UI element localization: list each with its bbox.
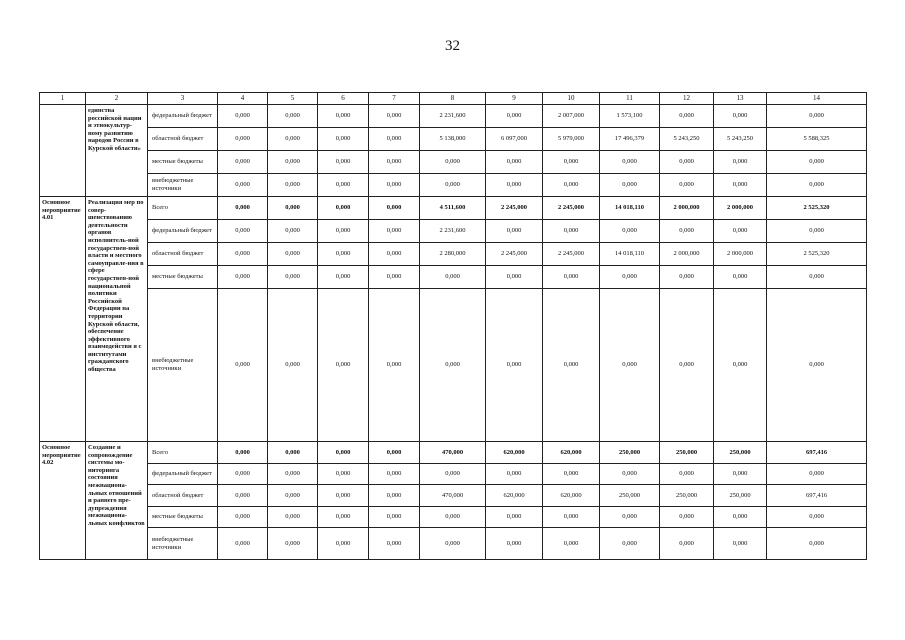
- value-cell: 2 245,000: [486, 243, 543, 266]
- value-cell: 2 000,000: [714, 197, 767, 220]
- value-cell: 0,000: [318, 507, 369, 528]
- measure-title-cell: единства российской нации и этнокультур-ному развитию народов России в Курской области»: [86, 105, 148, 197]
- value-cell: 0,000: [318, 105, 369, 128]
- value-cell: 0,000: [218, 485, 268, 507]
- value-cell: 0,000: [218, 289, 268, 442]
- value-cell: 5 979,000: [543, 128, 600, 151]
- value-cell: 0,000: [600, 464, 660, 485]
- value-cell: 0,000: [420, 266, 486, 289]
- value-cell: 0,000: [268, 266, 318, 289]
- value-cell: 697,416: [767, 442, 867, 464]
- value-cell: 2 525,320: [767, 243, 867, 266]
- header-cell: 8: [420, 93, 486, 105]
- value-cell: 14 018,110: [600, 197, 660, 220]
- value-cell: 0,000: [218, 464, 268, 485]
- header-cell: 3: [148, 93, 218, 105]
- value-cell: 0,000: [486, 105, 543, 128]
- value-cell: 0,000: [486, 507, 543, 528]
- value-cell: 0,000: [268, 220, 318, 243]
- value-cell: 5 243,250: [714, 128, 767, 151]
- value-cell: 0,000: [420, 151, 486, 174]
- value-cell: 2 000,000: [714, 243, 767, 266]
- header-cell: 11: [600, 93, 660, 105]
- page-number: 32: [445, 38, 460, 54]
- funding-source-cell: местные бюджеты: [148, 151, 218, 174]
- value-cell: 250,000: [600, 485, 660, 507]
- table-row: [40, 485, 867, 507]
- value-cell: 0,000: [543, 151, 600, 174]
- header-cell: 10: [543, 93, 600, 105]
- value-cell: 0,000: [218, 128, 268, 151]
- value-cell: 0,000: [318, 266, 369, 289]
- value-cell: 0,000: [268, 289, 318, 442]
- value-cell: 0,000: [420, 289, 486, 442]
- value-cell: 0,000: [767, 151, 867, 174]
- value-cell: 0,000: [369, 266, 420, 289]
- value-cell: 0,000: [714, 105, 767, 128]
- value-cell: 2 231,600: [420, 105, 486, 128]
- value-cell: 0,000: [486, 528, 543, 560]
- measure-code-cell: Основное мероприятие 4.02: [40, 442, 86, 560]
- value-cell: 2 007,000: [543, 105, 600, 128]
- value-cell: 0,000: [369, 464, 420, 485]
- value-cell: 0,000: [218, 507, 268, 528]
- funding-source-cell: Всего: [148, 442, 218, 464]
- value-cell: 0,000: [767, 266, 867, 289]
- table-row: [40, 289, 867, 442]
- value-cell: 0,000: [268, 128, 318, 151]
- value-cell: 620,000: [486, 485, 543, 507]
- value-cell: 0,000: [486, 151, 543, 174]
- value-cell: 2 000,000: [660, 243, 714, 266]
- header-cell: 14: [767, 93, 867, 105]
- value-cell: 2 231,600: [420, 220, 486, 243]
- value-cell: 2 245,000: [486, 197, 543, 220]
- value-cell: 0,000: [268, 151, 318, 174]
- value-cell: 0,000: [369, 442, 420, 464]
- value-cell: 0,000: [420, 174, 486, 197]
- value-cell: 0,000: [318, 151, 369, 174]
- value-cell: 0,000: [486, 174, 543, 197]
- value-cell: 0,000: [420, 507, 486, 528]
- funding-source-cell: местные бюджеты: [148, 507, 218, 528]
- measure-title-cell: Создание и сопровождение системы мо-ниторинга состояния межнациона-льных отношений и раннего пре-дупреждения межнациона-льных конфликтов: [86, 442, 148, 560]
- header-cell: 4: [218, 93, 268, 105]
- value-cell: 0,000: [486, 266, 543, 289]
- table-row: [40, 266, 867, 289]
- table-row: [40, 528, 867, 560]
- value-cell: 0,000: [486, 289, 543, 442]
- header-cell: 9: [486, 93, 543, 105]
- header-row: [40, 93, 867, 105]
- value-cell: 1 573,100: [600, 105, 660, 128]
- value-cell: 0,000: [714, 464, 767, 485]
- header-cell: 6: [318, 93, 369, 105]
- value-cell: 0,000: [318, 464, 369, 485]
- funding-source-cell: федеральный бюджет: [148, 464, 218, 485]
- value-cell: 697,416: [767, 485, 867, 507]
- value-cell: 0,000: [369, 197, 420, 220]
- value-cell: 0,000: [369, 105, 420, 128]
- value-cell: 0,000: [660, 174, 714, 197]
- value-cell: 470,000: [420, 485, 486, 507]
- value-cell: 5 588,325: [767, 128, 867, 151]
- value-cell: 0,000: [660, 507, 714, 528]
- value-cell: 0,000: [543, 464, 600, 485]
- value-cell: 620,000: [543, 442, 600, 464]
- value-cell: 0,000: [218, 220, 268, 243]
- value-cell: 2 280,000: [420, 243, 486, 266]
- funding-source-cell: областной бюджет: [148, 243, 218, 266]
- budget-table: [39, 92, 867, 560]
- table-row: [40, 220, 867, 243]
- value-cell: 0,000: [318, 442, 369, 464]
- value-cell: 0,000: [318, 220, 369, 243]
- value-cell: 0,000: [660, 220, 714, 243]
- value-cell: 0,000: [268, 174, 318, 197]
- value-cell: 0,000: [369, 220, 420, 243]
- value-cell: 0,000: [767, 220, 867, 243]
- value-cell: 0,000: [218, 243, 268, 266]
- value-cell: 0,000: [486, 464, 543, 485]
- value-cell: 0,000: [369, 528, 420, 560]
- header-cell: 5: [268, 93, 318, 105]
- value-cell: 0,000: [543, 507, 600, 528]
- value-cell: 0,000: [600, 151, 660, 174]
- value-cell: 0,000: [543, 289, 600, 442]
- value-cell: 0,000: [318, 174, 369, 197]
- value-cell: 0,000: [714, 507, 767, 528]
- value-cell: 0,000: [714, 174, 767, 197]
- value-cell: 0,000: [714, 289, 767, 442]
- value-cell: 4 511,600: [420, 197, 486, 220]
- value-cell: 0,000: [369, 128, 420, 151]
- header-cell: 2: [86, 93, 148, 105]
- value-cell: 0,000: [218, 266, 268, 289]
- value-cell: 0,000: [660, 105, 714, 128]
- value-cell: 0,000: [543, 220, 600, 243]
- value-cell: 0,000: [420, 528, 486, 560]
- value-cell: 0,000: [714, 220, 767, 243]
- value-cell: 0,000: [268, 442, 318, 464]
- value-cell: 0,000: [268, 105, 318, 128]
- value-cell: 0,000: [218, 151, 268, 174]
- value-cell: 0,000: [218, 528, 268, 560]
- value-cell: 5 243,250: [660, 128, 714, 151]
- value-cell: 0,000: [218, 174, 268, 197]
- value-cell: 14 018,110: [600, 243, 660, 266]
- value-cell: 0,000: [660, 289, 714, 442]
- value-cell: 0,000: [714, 266, 767, 289]
- value-cell: 0,000: [268, 197, 318, 220]
- value-cell: 0,000: [600, 507, 660, 528]
- table-row: [40, 507, 867, 528]
- value-cell: 250,000: [660, 485, 714, 507]
- value-cell: 0,000: [600, 174, 660, 197]
- value-cell: 0,000: [767, 289, 867, 442]
- value-cell: 0,000: [218, 197, 268, 220]
- measure-code-cell: [40, 105, 86, 197]
- value-cell: 0,000: [268, 528, 318, 560]
- funding-source-cell: областной бюджет: [148, 485, 218, 507]
- value-cell: 2 245,000: [543, 197, 600, 220]
- value-cell: 250,000: [714, 485, 767, 507]
- funding-source-cell: внебюджетные источники: [148, 528, 218, 560]
- value-cell: 0,000: [268, 464, 318, 485]
- value-cell: 5 138,000: [420, 128, 486, 151]
- value-cell: 0,000: [369, 151, 420, 174]
- measure-code-cell: Основное мероприятие 4.01: [40, 197, 86, 442]
- funding-source-cell: внебюджетные источники: [148, 289, 218, 442]
- value-cell: 2 245,000: [543, 243, 600, 266]
- value-cell: 0,000: [543, 528, 600, 560]
- value-cell: 0,000: [268, 485, 318, 507]
- value-cell: 0,000: [369, 174, 420, 197]
- value-cell: 0,000: [767, 174, 867, 197]
- value-cell: 6 097,000: [486, 128, 543, 151]
- value-cell: 250,000: [714, 442, 767, 464]
- value-cell: 0,000: [660, 528, 714, 560]
- value-cell: 0,000: [369, 485, 420, 507]
- value-cell: 0,000: [420, 464, 486, 485]
- header-cell: 7: [369, 93, 420, 105]
- value-cell: 0,000: [767, 105, 867, 128]
- value-cell: 0,000: [714, 528, 767, 560]
- funding-source-cell: областной бюджет: [148, 128, 218, 151]
- value-cell: 0,000: [369, 289, 420, 442]
- header-cell: 12: [660, 93, 714, 105]
- table-row: [40, 151, 867, 174]
- value-cell: 0,000: [318, 128, 369, 151]
- value-cell: 0,000: [767, 528, 867, 560]
- table-row: [40, 174, 867, 197]
- value-cell: 0,000: [600, 266, 660, 289]
- table-row: [40, 105, 867, 128]
- table-row: [40, 128, 867, 151]
- value-cell: 2 525,320: [767, 197, 867, 220]
- value-cell: 250,000: [660, 442, 714, 464]
- value-cell: 0,000: [714, 151, 767, 174]
- value-cell: 0,000: [767, 507, 867, 528]
- value-cell: 0,000: [218, 105, 268, 128]
- funding-source-cell: федеральный бюджет: [148, 220, 218, 243]
- value-cell: 0,000: [268, 243, 318, 266]
- value-cell: 0,000: [767, 464, 867, 485]
- funding-source-cell: федеральный бюджет: [148, 105, 218, 128]
- funding-source-cell: Всего: [148, 197, 218, 220]
- value-cell: 0,000: [318, 528, 369, 560]
- funding-source-cell: внебюджетные источники: [148, 174, 218, 197]
- value-cell: 250,000: [600, 442, 660, 464]
- table-row: [40, 243, 867, 266]
- value-cell: 620,000: [486, 442, 543, 464]
- value-cell: 0,000: [318, 289, 369, 442]
- measure-title-cell: Реализация мер по совер-шенствованию деятельности органов исполнитель-ной государствен-ной власти и местного самоуправле-ния в сфере государствен-ной национальной политики Российской Федерации на территории Курской области, обеспечение эффективного взаимодействи я с институтами гражданского общества: [86, 197, 148, 442]
- value-cell: 2 000,000: [660, 197, 714, 220]
- table-row: [40, 442, 867, 464]
- header-cell: 13: [714, 93, 767, 105]
- value-cell: 0,000: [486, 220, 543, 243]
- value-cell: 0,000: [600, 289, 660, 442]
- value-cell: 620,000: [543, 485, 600, 507]
- value-cell: 0,000: [543, 266, 600, 289]
- value-cell: 0,000: [318, 485, 369, 507]
- value-cell: 0,000: [600, 220, 660, 243]
- value-cell: 470,000: [420, 442, 486, 464]
- value-cell: 0,000: [543, 174, 600, 197]
- value-cell: 0,000: [369, 507, 420, 528]
- value-cell: 0,000: [660, 464, 714, 485]
- table-row: [40, 197, 867, 220]
- value-cell: 0,000: [318, 243, 369, 266]
- value-cell: 0,000: [600, 528, 660, 560]
- value-cell: 0,000: [218, 442, 268, 464]
- funding-source-cell: местные бюджеты: [148, 266, 218, 289]
- value-cell: 0,000: [660, 151, 714, 174]
- table-row: [40, 464, 867, 485]
- value-cell: 0,000: [369, 243, 420, 266]
- value-cell: 0,000: [660, 266, 714, 289]
- value-cell: 0,000: [318, 197, 369, 220]
- value-cell: 17 496,379: [600, 128, 660, 151]
- header-cell: 1: [40, 93, 86, 105]
- value-cell: 0,000: [268, 507, 318, 528]
